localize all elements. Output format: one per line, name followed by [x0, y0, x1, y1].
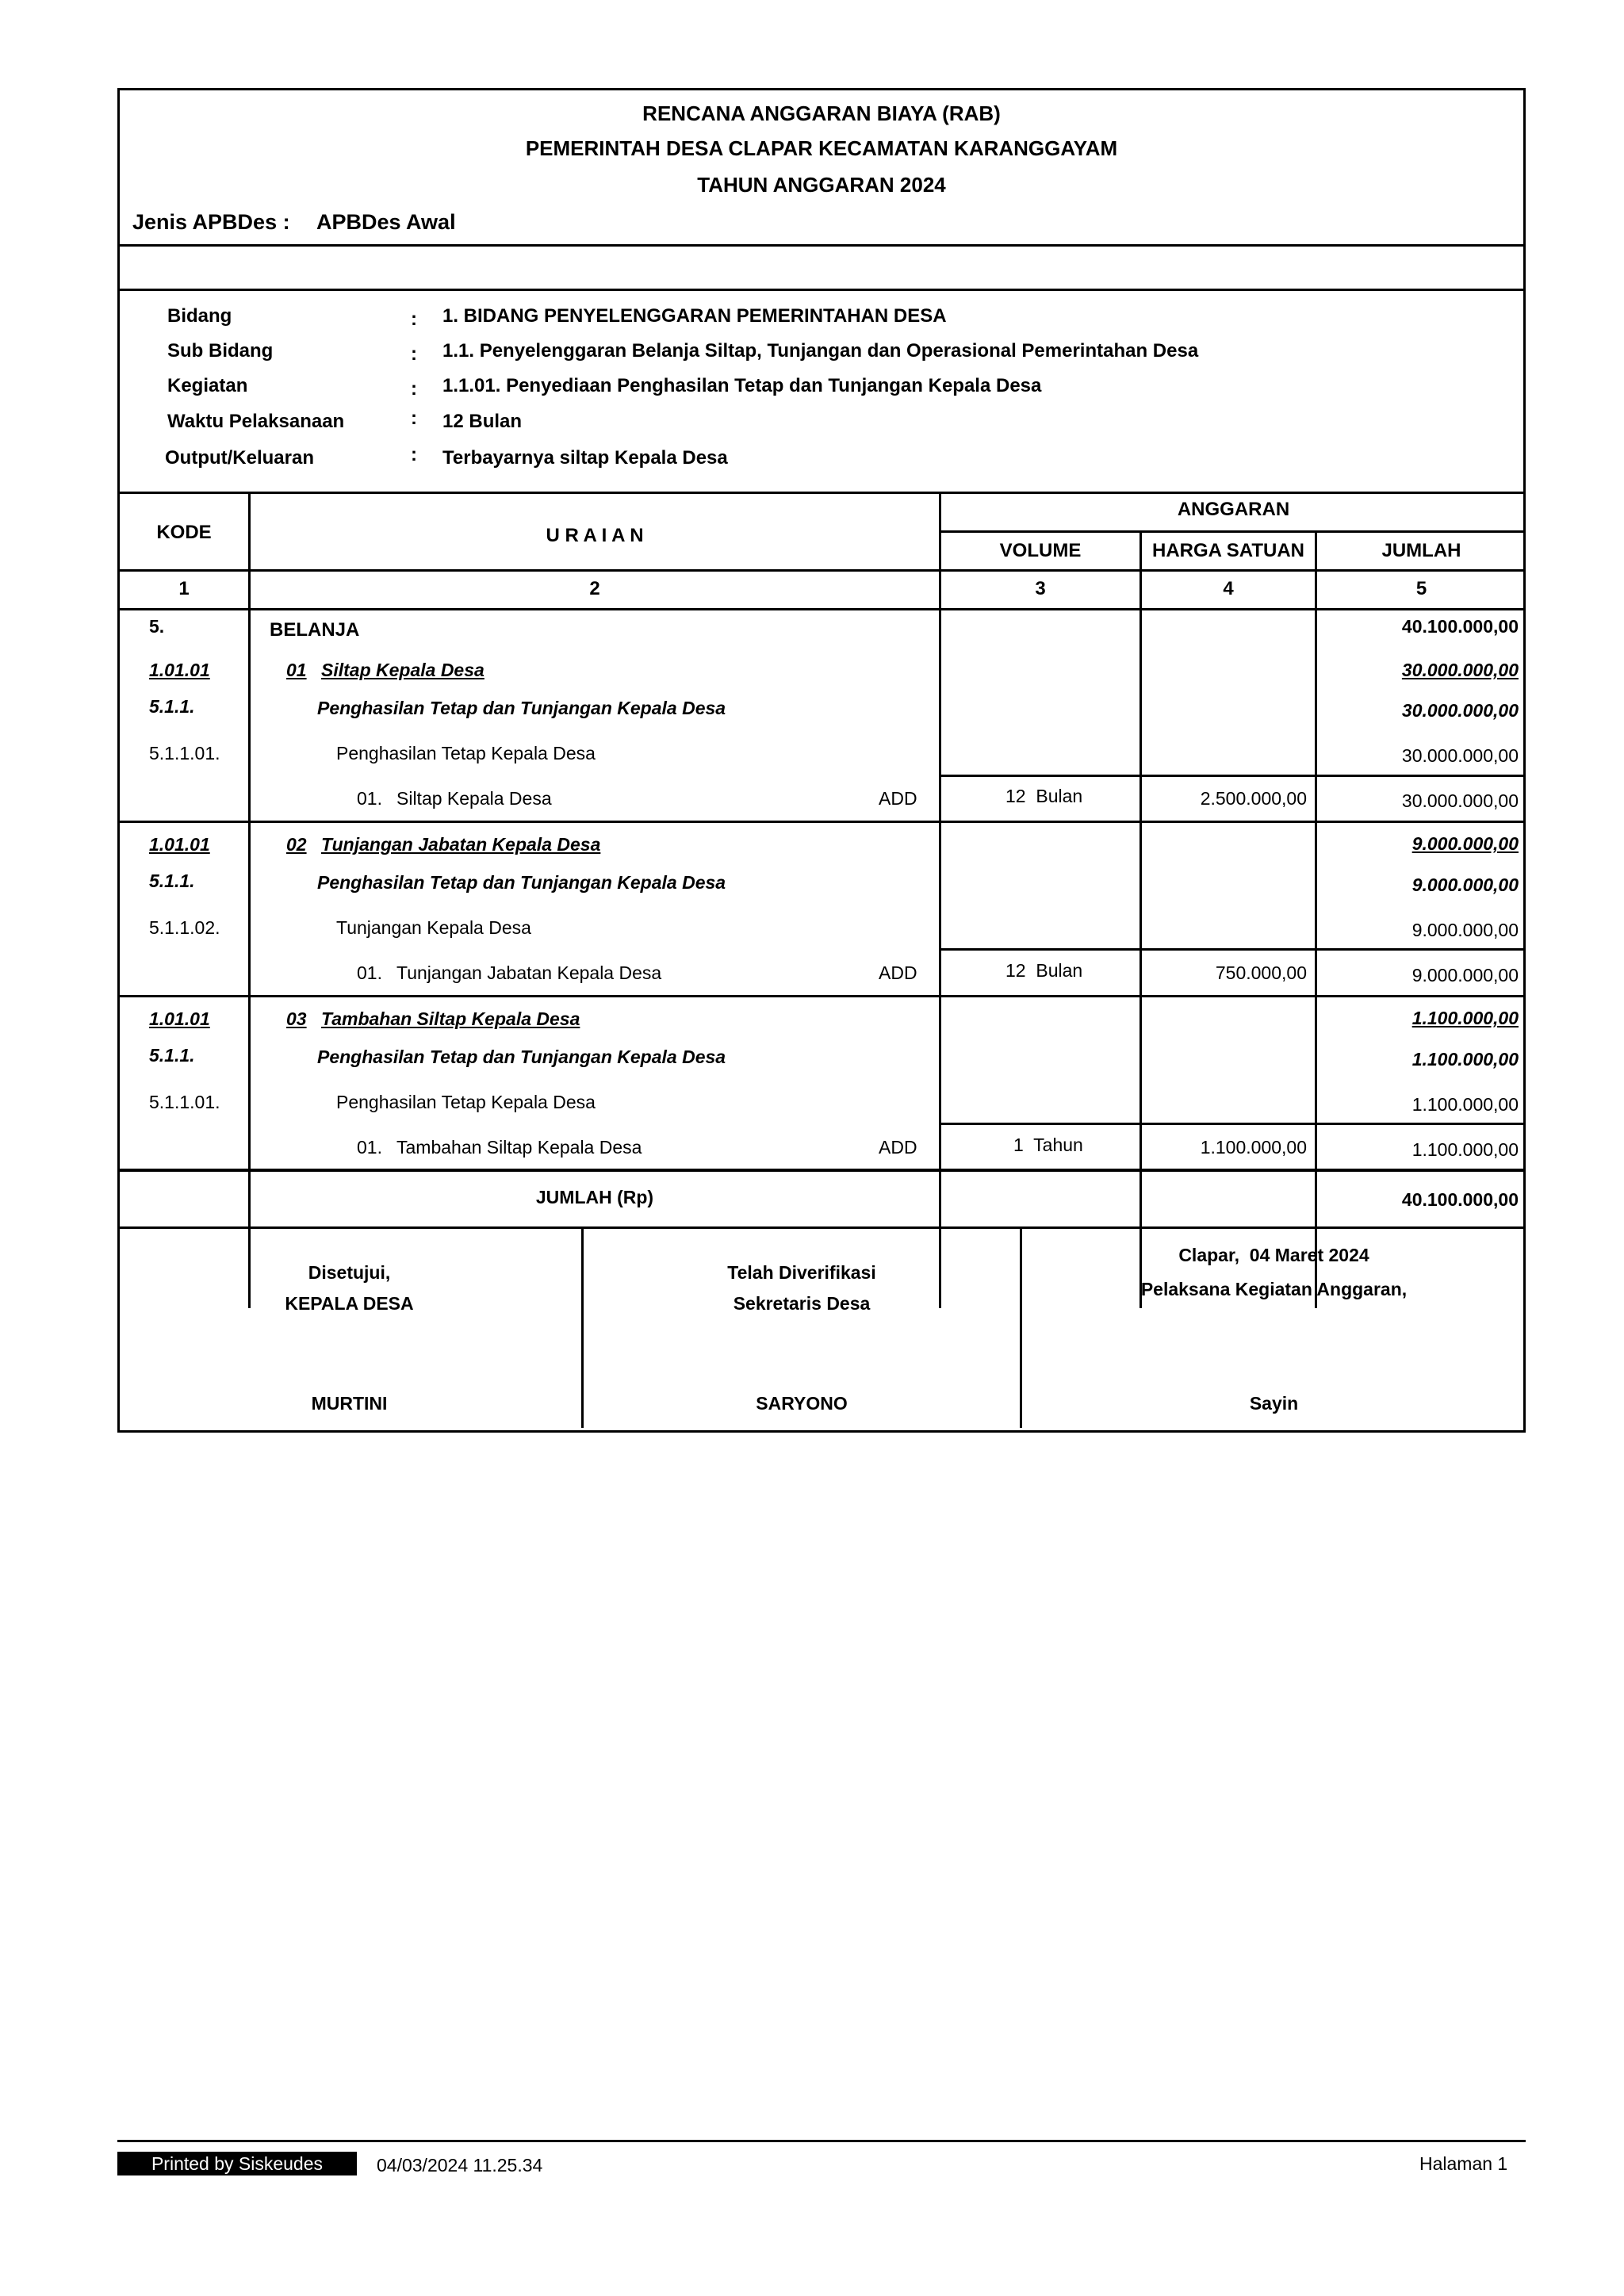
info-sep: :	[411, 308, 417, 330]
info-label-kegiatan: Kegiatan	[167, 375, 248, 396]
item-kode: 5.1.1.01.	[149, 743, 220, 763]
title-rab: RENCANA ANGGARAN BIAYA (RAB)	[642, 101, 1001, 125]
item-kode: 5.1.1.02.	[149, 917, 220, 938]
detail-jumlah: 1.100.000,00	[1411, 1139, 1519, 1160]
info-value-sub-bidang: 1.1. Penyelenggaran Belanja Siltap, Tunjangan dan Operasional Pemerintahan Desa	[442, 340, 1199, 362]
page-number: Halaman 1	[1419, 2153, 1508, 2174]
col-divider	[248, 492, 251, 1308]
item-title: Penghasilan Tetap Kepala Desa	[336, 1092, 596, 1112]
colnum-1: 1	[178, 578, 190, 599]
colnum-2: 2	[589, 578, 600, 599]
print-timestamp: 04/03/2024 11.25.34	[377, 2155, 543, 2175]
detail-top-line	[939, 1123, 1526, 1125]
info-label-bidang: Bidang	[167, 305, 232, 327]
sub-total: 30.000.000,00	[1401, 700, 1519, 721]
item-title: Penghasilan Tetap Kepala Desa	[336, 743, 596, 763]
detail-volume: 12 Bulan	[1005, 786, 1083, 806]
detail-harga-satuan: 750.000,00	[1215, 962, 1307, 983]
sig-left-line1: Disetujui,	[308, 1262, 391, 1283]
group-divider	[117, 821, 1526, 823]
group-total: 1.100.000,00	[1411, 1008, 1519, 1028]
belanja-label: BELANJA	[270, 619, 360, 641]
anggaran-under-line	[939, 530, 1526, 533]
info-value-bidang: 1. BIDANG PENYELENGGARAN PEMERINTAHAN DESA	[442, 305, 947, 327]
colnum-5: 5	[1415, 578, 1427, 599]
col-divider	[1139, 530, 1142, 1308]
table-top-line	[117, 492, 1526, 494]
group-kode: 1.01.01	[149, 660, 210, 680]
colnum-4: 4	[1223, 578, 1234, 599]
group-title: Tunjangan Jabatan Kepala Desa	[321, 834, 601, 855]
divider	[117, 289, 1526, 291]
info-label-waktu: Waktu Pelaksanaan	[167, 411, 345, 432]
item-total: 9.000.000,00	[1411, 920, 1519, 940]
total-value: 40.100.000,00	[1401, 1189, 1519, 1210]
detail-jumlah: 30.000.000,00	[1401, 790, 1519, 811]
info-sep: :	[411, 408, 417, 429]
sub-title: Penghasilan Tetap dan Tunjangan Kepala Desa	[317, 1047, 726, 1067]
group-number: 01	[286, 660, 307, 680]
sig-right-line2: Pelaksana Kegiatan Anggaran,	[1140, 1279, 1408, 1299]
info-label-sub-bidang: Sub Bidang	[167, 340, 274, 362]
sub-kode: 5.1.1.	[149, 871, 195, 891]
sig-right-place-date: Clapar, 04 Maret 2024	[1178, 1245, 1369, 1265]
info-value-output: Terbayarnya siltap Kepala Desa	[442, 447, 728, 469]
detail-harga-satuan: 1.100.000,00	[1200, 1137, 1307, 1158]
info-sep: :	[411, 444, 417, 465]
title-tahun: TAHUN ANGGARAN 2024	[697, 173, 946, 197]
header-jumlah: JUMLAH	[1381, 540, 1461, 561]
detail-volume: 1 Tahun	[1013, 1135, 1083, 1155]
sub-kode: 5.1.1.	[149, 1045, 195, 1066]
detail-harga-satuan: 2.500.000,00	[1200, 788, 1307, 809]
sub-title: Penghasilan Tetap dan Tunjangan Kepala Desa	[317, 872, 726, 893]
rab-document	[117, 88, 1526, 1433]
group-total: 9.000.000,00	[1411, 833, 1519, 854]
sig-middle-line2: Sekretaris Desa	[733, 1293, 871, 1314]
item-kode: 5.1.1.01.	[149, 1092, 220, 1112]
info-label-output: Output/Keluaran	[165, 447, 315, 469]
info-value-waktu: 12 Bulan	[442, 411, 523, 432]
sig-right-name: Sayin	[1249, 1393, 1299, 1414]
detail-number: 01.	[357, 788, 382, 809]
item-total: 1.100.000,00	[1411, 1094, 1519, 1115]
item-total: 30.000.000,00	[1401, 745, 1519, 766]
footer-rule	[117, 2140, 1526, 2142]
header-anggaran: ANGGARAN	[1177, 499, 1290, 520]
detail-volume: 12 Bulan	[1005, 960, 1083, 981]
title-pemerintah: PEMERINTAH DESA CLAPAR KECAMATAN KARANGGAYAM	[525, 136, 1118, 160]
colnum-3: 3	[1035, 578, 1046, 599]
total-label: JUMLAH (Rp)	[535, 1187, 654, 1207]
info-value-kegiatan: 1.1.01. Penyediaan Penghasilan Tetap dan Tunjangan Kepala Desa	[442, 375, 1042, 396]
detail-name: Siltap Kepala Desa	[396, 788, 552, 809]
detail-jumlah: 9.000.000,00	[1411, 965, 1519, 985]
sub-total: 1.100.000,00	[1411, 1049, 1519, 1070]
group-number: 03	[286, 1008, 307, 1029]
detail-number: 01.	[357, 1137, 382, 1158]
col-divider	[939, 492, 941, 1308]
printed-by-badge: Printed by Siskeudes	[117, 2152, 357, 2175]
belanja-kode: 5.	[149, 616, 165, 637]
header-uraian: U R A I A N	[546, 525, 644, 546]
header-volume: VOLUME	[999, 540, 1082, 561]
sig-left-name: MURTINI	[311, 1393, 388, 1414]
belanja-jumlah: 40.100.000,00	[1401, 616, 1519, 637]
sub-title: Penghasilan Tetap dan Tunjangan Kepala Desa	[317, 698, 726, 718]
info-sep: :	[411, 378, 417, 400]
divider	[117, 244, 1526, 247]
info-sep: :	[411, 343, 417, 365]
group-divider	[117, 995, 1526, 997]
detail-name: Tambahan Siltap Kepala Desa	[396, 1137, 642, 1158]
sig-left-line2: KEPALA DESA	[285, 1293, 414, 1314]
group-title: Siltap Kepala Desa	[321, 660, 485, 680]
detail-top-line	[939, 948, 1526, 951]
detail-source-tag: ADD	[879, 962, 917, 983]
total-top-line	[117, 1169, 1526, 1172]
detail-source-tag: ADD	[879, 788, 917, 809]
group-kode: 1.01.01	[149, 834, 210, 855]
group-total: 30.000.000,00	[1401, 660, 1519, 680]
detail-name: Tunjangan Jabatan Kepala Desa	[396, 962, 662, 983]
sub-total: 9.000.000,00	[1411, 874, 1519, 895]
item-title: Tunjangan Kepala Desa	[336, 917, 531, 938]
group-kode: 1.01.01	[149, 1008, 210, 1029]
group-title: Tambahan Siltap Kepala Desa	[321, 1008, 580, 1029]
header-kode: KODE	[156, 522, 212, 543]
sub-kode: 5.1.1.	[149, 696, 195, 717]
header-harga-satuan: HARGA SATUAN	[1152, 540, 1304, 561]
jenis-apbdes-value: APBDes Awal	[316, 210, 456, 234]
group-number: 02	[286, 834, 307, 855]
detail-top-line	[939, 775, 1526, 777]
detail-source-tag: ADD	[879, 1137, 917, 1158]
sig-middle-name: SARYONO	[756, 1393, 848, 1414]
sig-middle-line1: Telah Diverifikasi	[727, 1262, 876, 1283]
jenis-apbdes-label: Jenis APBDes :	[132, 210, 290, 234]
detail-number: 01.	[357, 962, 382, 983]
total-bottom-line	[117, 1226, 1526, 1229]
